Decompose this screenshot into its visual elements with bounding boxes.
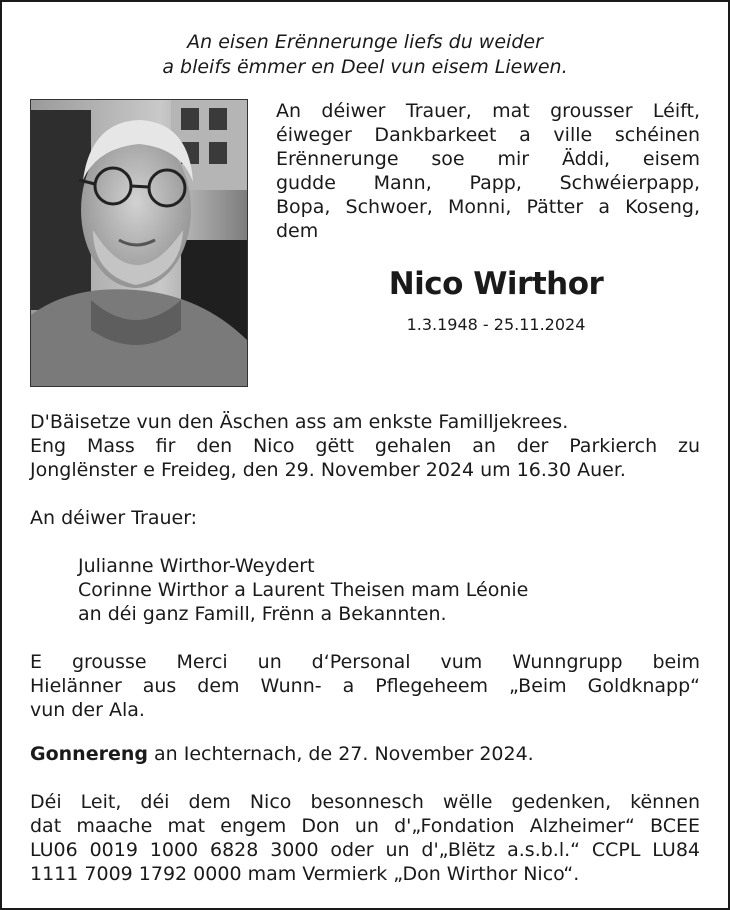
mourner-line: an déi ganz Famill, Frënn a Bekannten. <box>78 603 447 625</box>
donation-line: LU06 0019 1000 6828 3000 oder un d'„Blëtz a.s.b.l.“ CCPL LU84 <box>30 839 700 861</box>
place-date <box>30 742 700 766</box>
funeral-line: D'Bäisetze vun den Äschen ass am enkste Familljekrees. <box>30 411 569 433</box>
donation-line: 1111 7009 1792 0000 mam Vermierk „Don Wirthor Nico“. <box>30 863 580 885</box>
intro-line: dem <box>276 220 319 242</box>
donation-text <box>30 790 700 886</box>
intro-line: éiweger Dankbarkeet a ville schéinen <box>276 124 700 146</box>
place-name: Gonnereng <box>30 743 148 765</box>
thanks-text <box>30 650 700 722</box>
donation-line: Déi Leit, déi dem Nico besonnesch wëlle gedenken, kënnen <box>30 791 700 813</box>
mourners-list <box>78 554 698 626</box>
intro-line: Erënnerunge soe mir Äddi, eisem <box>276 148 700 170</box>
place-date-text: an Iechternach, de 27. November 2024. <box>147 743 534 765</box>
intro-line: An déiwer Trauer, mat grousser Léift, <box>276 100 700 122</box>
motto-line: An eisen Erënnerunge liefs du weider <box>187 31 543 53</box>
portrait-photo <box>30 99 248 387</box>
funeral-line: Eng Mass fir den Nico gëtt gehalen an der Parkierch zu <box>30 435 700 457</box>
thanks-line: vun der Ala. <box>30 699 145 721</box>
funeral-info <box>30 410 700 482</box>
portrait-image <box>31 100 247 386</box>
intro-text <box>276 99 700 243</box>
life-dates: 1.3.1948 - 25.11.2024 <box>406 315 586 334</box>
motto-line: a bleifs ëmmer en Deel vun eisem Liewen. <box>162 56 568 78</box>
intro-line: gudde Mann, Papp, Schwéierpapp, <box>276 172 700 194</box>
donation-line: dat maache mat engem Don un d'„Fondation Alzheimer“ BCEE <box>30 815 700 837</box>
mourners-heading: An déiwer Trauer: <box>30 507 198 529</box>
thanks-line: Hielänner aus dem Wunn- a Pflegeheem „Beim Goldknapp“ <box>30 675 700 697</box>
motto <box>0 30 730 80</box>
mourner-line: Corinne Wirthor a Laurent Theisen mam Léonie <box>78 579 529 601</box>
thanks-line: E grousse Merci un d‘Personal vum Wunngrupp beim <box>30 651 700 673</box>
funeral-line: Jonglënster e Freideg, den 29. November 2024 um 16.30 Auer. <box>30 459 626 481</box>
deceased-name: Nico Wirthor <box>388 266 604 302</box>
intro-line: Bopa, Schwoer, Monni, Pätter a Koseng, <box>276 196 700 218</box>
mourner-line: Julianne Wirthor-Weydert <box>78 555 315 577</box>
